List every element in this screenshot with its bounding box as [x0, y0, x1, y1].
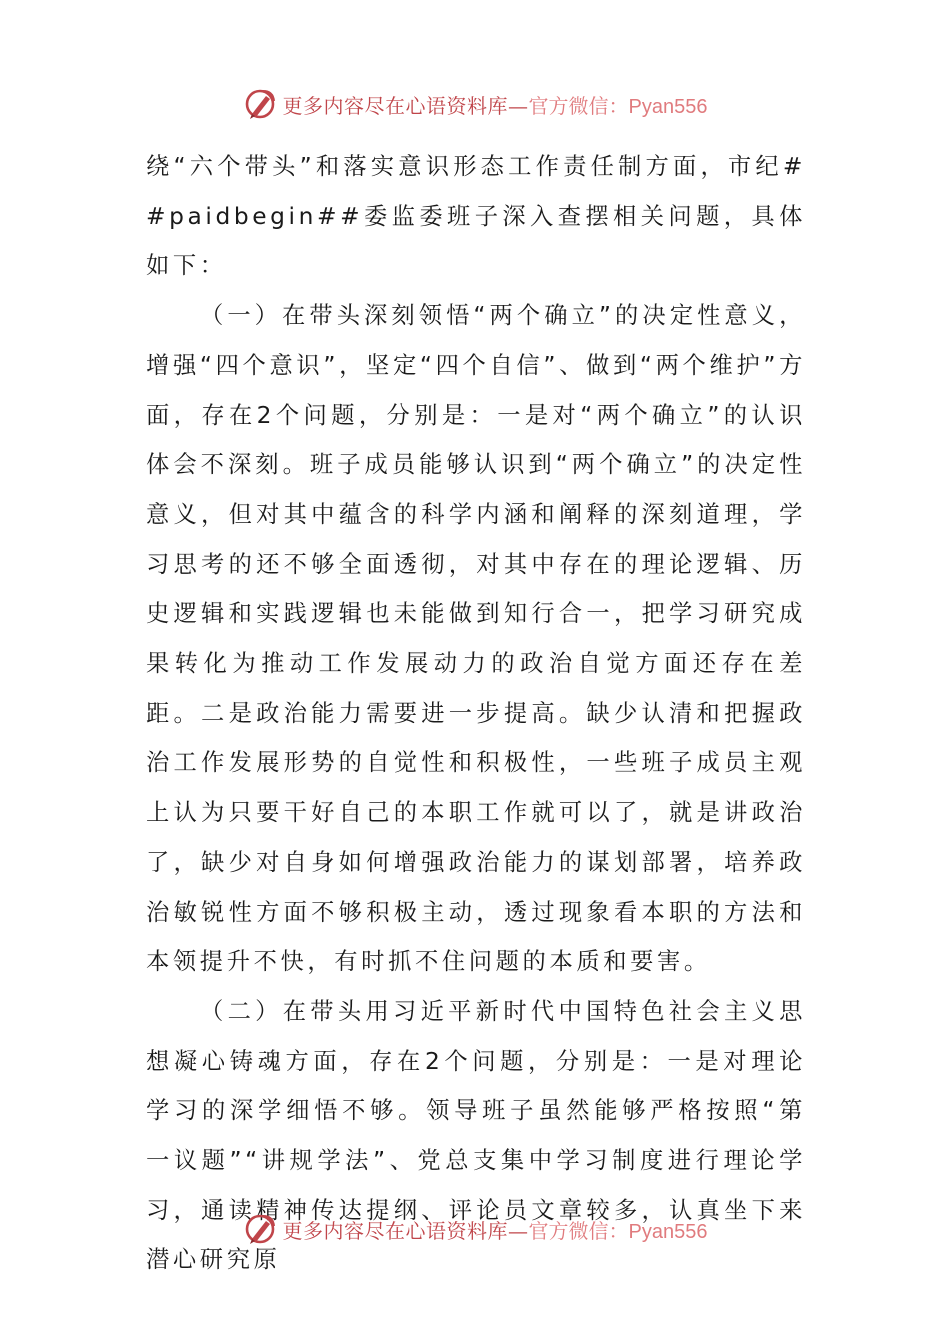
footer-ad-text: 更多内容尽在心语资料库— [282, 1218, 529, 1243]
pen-circle-logo-icon [243, 87, 277, 121]
header-ad-banner [0, 82, 950, 126]
pen-circle-logo-icon [243, 1212, 277, 1246]
footer-ad-banner [0, 1207, 950, 1251]
document-body [146, 142, 806, 1285]
paragraph-section-2: （二）在带头用习近平新时代中国特色社会主义思想凝心铸魂方面，存在2个问题，分别是：一是对理论学习的深学细悟不够。领导班子虽然能够严格按照“第一议题”“讲规学法”、党总支集中学习制度进行理论学习，通读精神传达提纲、评论员文章较多，认真坐下来潜心研究原 [146, 997, 806, 1274]
header-ad-contact: 官方微信：Pyan556 [528, 95, 708, 118]
footer-ad-contact: 官方微信：Pyan556 [528, 1220, 708, 1243]
paragraph-intro: 绕“六个带头”和落实意识形态工作责任制方面，市纪##paidbegin##委监委班子深入查摆相关问题，具体如下： [146, 153, 806, 280]
paragraph-section-1: （一）在带头深刻领悟“两个确立”的决定性意义，增强“四个意识”，坚定“四个自信”、做到“两个维护”方面，存在2个问题，分别是：一是对“两个确立”的认识体会不深刻。班子成员能够认识到“两个确立”的决定性意义，但对其中蕴含的科学内涵和阐释的深刻道理，学习思考的还不够全面透彻，对其中存在的理论逻辑、历史逻辑和实践逻辑也未能做到知行合一，把学习研究成果转化为推动工作发展动力的政治自觉方面还存在差距。二是政治能力需要进一步提高。缺少认清和把握政治工作发展形势的自觉性和积极性，一些班子成员主观上认为只要干好自己的本职工作就可以了，就是讲政治了，缺少对自身如何增强政治能力的谋划部署，培养政治敏锐性方面不够积极主动，透过现象看本职的方法和本领提升不快，有时抓不住问题的本质和要害。 [146, 302, 806, 976]
header-ad-text: 更多内容尽在心语资料库— [282, 93, 529, 118]
